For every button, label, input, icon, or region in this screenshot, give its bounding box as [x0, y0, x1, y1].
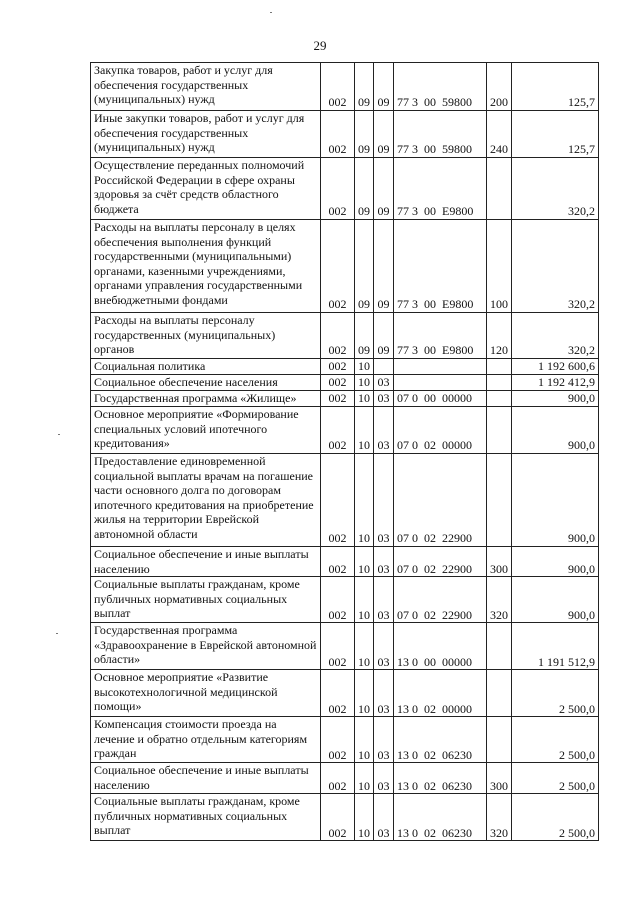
amount-cell: 125,7 [512, 111, 599, 158]
amount-cell: 2 500,0 [512, 670, 599, 717]
program-code: 13 0 00 00000 [394, 623, 487, 670]
program-code: 07 0 00 00000 [394, 391, 487, 407]
subsection-code: 03 [374, 577, 394, 623]
budget-item-name: Компенсация стоимости проезда на лечение и обратно отдельным категориям граждан [91, 717, 321, 763]
program-code: 77 3 00 59800 [394, 63, 487, 111]
subsection-code: 03 [374, 391, 394, 407]
budget-item-name: Социальное обеспечение и иные выплаты населению [91, 547, 321, 577]
table-row [91, 111, 599, 158]
ministry-code: 002 [321, 763, 355, 794]
section-code: 10 [355, 391, 374, 407]
budget-item-name: Расходы на выплаты персоналу государственных (муниципальных) органов [91, 313, 321, 359]
subsection-code: 09 [374, 220, 394, 313]
program-code: 77 3 00 Е9800 [394, 313, 487, 359]
budget-table [90, 62, 599, 841]
subsection-code [374, 359, 394, 375]
page-number: 29 [313, 38, 327, 53]
subsection-code: 03 [374, 763, 394, 794]
expense-type-code [487, 670, 512, 717]
subsection-code: 03 [374, 407, 394, 454]
program-code: 13 0 02 00000 [394, 670, 487, 717]
budget-item-name: Социальная политика [91, 359, 321, 375]
table-row [91, 670, 599, 717]
expense-type-code: 120 [487, 313, 512, 359]
ministry-code: 002 [321, 577, 355, 623]
amount-cell: 1 191 512,9 [512, 623, 599, 670]
table-row [91, 313, 599, 359]
program-code: 13 0 02 06230 [394, 763, 487, 794]
section-code: 10 [355, 375, 374, 391]
program-code: 07 0 02 22900 [394, 454, 487, 547]
expense-type-code [487, 158, 512, 220]
budget-item-name: Социальное обеспечение и иные выплаты населению [91, 763, 321, 794]
budget-item-name: Социальные выплаты гражданам, кроме публичных нормативных социальных выплат [91, 577, 321, 623]
budget-item-name: Расходы на выплаты персоналу в целях обеспечения выполнения функций государственными (муниципальными) органами, казенными учреждениями, органами управления государственными внебюджетными фондами [91, 220, 321, 313]
expense-type-code [487, 717, 512, 763]
section-code: 09 [355, 111, 374, 158]
budget-table-body [91, 63, 599, 841]
ministry-code: 002 [321, 375, 355, 391]
subsection-code: 03 [374, 717, 394, 763]
section-code: 10 [355, 577, 374, 623]
program-code: 13 0 02 06230 [394, 794, 487, 841]
amount-cell: 320,2 [512, 158, 599, 220]
expense-type-code [487, 375, 512, 391]
expense-type-code: 300 [487, 763, 512, 794]
ministry-code: 002 [321, 391, 355, 407]
budget-item-name: Иные закупки товаров, работ и услуг для обеспечения государственных (муниципальных) нужд [91, 111, 321, 158]
section-code: 09 [355, 158, 374, 220]
table-row [91, 454, 599, 547]
ministry-code: 002 [321, 158, 355, 220]
ministry-code: 002 [321, 794, 355, 841]
section-code: 09 [355, 63, 374, 111]
amount-cell: 900,0 [512, 547, 599, 577]
subsection-code: 03 [374, 454, 394, 547]
table-row [91, 577, 599, 623]
table-row [91, 717, 599, 763]
table-row [91, 763, 599, 794]
budget-item-name: Осуществление переданных полномочий Российской Федерации в сфере охраны здоровья за счёт средств областного бюджета [91, 158, 321, 220]
section-code: 10 [355, 454, 374, 547]
ministry-code: 002 [321, 359, 355, 375]
expense-type-code [487, 391, 512, 407]
section-code: 10 [355, 717, 374, 763]
amount-cell: 2 500,0 [512, 717, 599, 763]
table-row [91, 220, 599, 313]
table-row [91, 63, 599, 111]
subsection-code: 03 [374, 547, 394, 577]
program-code: 77 3 00 Е9800 [394, 158, 487, 220]
expense-type-code [487, 623, 512, 670]
section-code: 10 [355, 547, 374, 577]
amount-cell: 2 500,0 [512, 763, 599, 794]
section-code: 10 [355, 359, 374, 375]
table-row [91, 794, 599, 841]
expense-type-code: 100 [487, 220, 512, 313]
amount-cell: 125,7 [512, 63, 599, 111]
expense-type-code [487, 407, 512, 454]
budget-item-name: Государственная программа «Здравоохранение в Еврейской автономной области» [91, 623, 321, 670]
section-code: 10 [355, 670, 374, 717]
ministry-code: 002 [321, 623, 355, 670]
subsection-code: 09 [374, 313, 394, 359]
table-row [91, 547, 599, 577]
expense-type-code [487, 454, 512, 547]
amount-cell: 1 192 412,9 [512, 375, 599, 391]
subsection-code: 03 [374, 794, 394, 841]
section-code: 10 [355, 794, 374, 841]
budget-item-name: Основное мероприятие «Развитие высокотехнологичной медицинской помощи» [91, 670, 321, 717]
table-row [91, 375, 599, 391]
expense-type-code: 300 [487, 547, 512, 577]
budget-item-name: Предоставление единовременной социальной выплаты врачам на погашение части основного долга по договорам ипотечного кредитования на приобретение жилья на территории Еврейской автономной области [91, 454, 321, 547]
scan-speck [270, 12, 272, 13]
ministry-code: 002 [321, 313, 355, 359]
ministry-code: 002 [321, 454, 355, 547]
table-row [91, 407, 599, 454]
expense-type-code: 320 [487, 577, 512, 623]
subsection-code: 03 [374, 623, 394, 670]
ministry-code: 002 [321, 111, 355, 158]
amount-cell: 1 192 600,6 [512, 359, 599, 375]
amount-cell: 2 500,0 [512, 794, 599, 841]
program-code [394, 359, 487, 375]
subsection-code: 03 [374, 670, 394, 717]
budget-item-name: Социальное обеспечение населения [91, 375, 321, 391]
subsection-code: 03 [374, 375, 394, 391]
section-code: 09 [355, 220, 374, 313]
section-code: 10 [355, 763, 374, 794]
expense-type-code [487, 359, 512, 375]
program-code: 07 0 02 00000 [394, 407, 487, 454]
section-code: 09 [355, 313, 374, 359]
budget-item-name: Социальные выплаты гражданам, кроме публичных нормативных социальных выплат [91, 794, 321, 841]
amount-cell: 900,0 [512, 454, 599, 547]
ministry-code: 002 [321, 717, 355, 763]
section-code: 10 [355, 407, 374, 454]
expense-type-code: 240 [487, 111, 512, 158]
ministry-code: 002 [321, 407, 355, 454]
subsection-code: 09 [374, 63, 394, 111]
subsection-code: 09 [374, 111, 394, 158]
amount-cell: 900,0 [512, 391, 599, 407]
table-row [91, 158, 599, 220]
table-row [91, 623, 599, 670]
amount-cell: 320,2 [512, 313, 599, 359]
table-row [91, 391, 599, 407]
amount-cell: 900,0 [512, 577, 599, 623]
amount-cell: 320,2 [512, 220, 599, 313]
budget-item-name: Государственная программа «Жилище» [91, 391, 321, 407]
scan-speck [58, 434, 60, 435]
program-code [394, 375, 487, 391]
expense-type-code: 200 [487, 63, 512, 111]
program-code: 13 0 02 06230 [394, 717, 487, 763]
expense-type-code: 320 [487, 794, 512, 841]
section-code: 10 [355, 623, 374, 670]
program-code: 77 3 00 59800 [394, 111, 487, 158]
subsection-code: 09 [374, 158, 394, 220]
table-row [91, 359, 599, 375]
ministry-code: 002 [321, 670, 355, 717]
program-code: 07 0 02 22900 [394, 577, 487, 623]
ministry-code: 002 [321, 63, 355, 111]
amount-cell: 900,0 [512, 407, 599, 454]
program-code: 07 0 02 22900 [394, 547, 487, 577]
scan-speck [56, 633, 58, 634]
ministry-code: 002 [321, 220, 355, 313]
ministry-code: 002 [321, 547, 355, 577]
budget-item-name: Закупка товаров, работ и услуг для обеспечения государственных (муниципальных) нужд [91, 63, 321, 111]
program-code: 77 3 00 Е9800 [394, 220, 487, 313]
budget-item-name: Основное мероприятие «Формирование специальных условий ипотечного кредитования» [91, 407, 321, 454]
